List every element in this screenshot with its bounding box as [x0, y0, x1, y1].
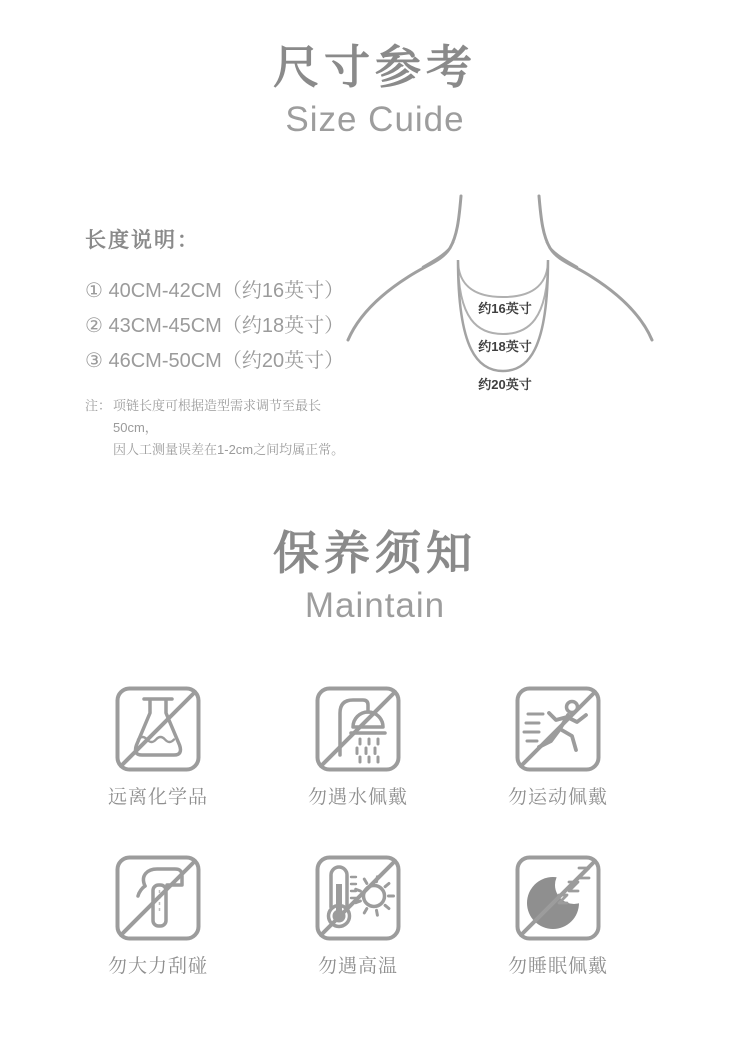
care-icons-grid — [58, 686, 658, 980]
neck-illustration — [338, 190, 668, 405]
necklace-16in-label: 约16英寸 — [478, 301, 532, 316]
length-item-3: ③ 46CM-50CM（约20英寸） — [85, 350, 345, 372]
care-item-heat — [258, 855, 458, 980]
size-guide-title-group — [0, 42, 750, 140]
note-line-2: 因人工测量误差在1-2cm之间均属正常。 — [113, 442, 345, 457]
no-heat-sun-icon — [315, 855, 401, 941]
length-description-block — [85, 224, 345, 461]
care-label: 勿睡眠佩戴 — [507, 956, 608, 977]
note-prefix: 注： — [85, 398, 112, 413]
necklace-20in-label: 约20英寸 — [478, 377, 532, 392]
size-guide-title-cn: 尺寸参考 — [273, 41, 477, 93]
neck-left-line — [348, 196, 461, 340]
no-knock-hammer-icon — [115, 855, 201, 941]
no-sleep-moon-icon — [515, 855, 601, 941]
care-item-chemicals — [58, 686, 258, 811]
note-text — [113, 395, 345, 461]
maintain-title-cn: 保养须知 — [273, 527, 477, 579]
length-heading: 长度说明： — [85, 229, 200, 252]
neck-left-inner-line — [422, 242, 454, 267]
care-label: 勿运动佩戴 — [507, 787, 608, 808]
maintain-title-group — [0, 528, 750, 626]
care-label: 勿遇高温 — [317, 956, 398, 977]
thermometer-fill — [336, 884, 342, 912]
length-note — [85, 395, 345, 461]
size-guide-title-en: Size Cuide — [285, 99, 465, 139]
care-item-water — [258, 686, 458, 811]
note-line-1: 项链长度可根据造型需求调节至最长50cm， — [113, 398, 322, 435]
necklace-18in-label: 约18英寸 — [478, 339, 532, 354]
no-sports-runner-icon — [515, 686, 601, 772]
length-item-1: ① 40CM-42CM（约16英寸） — [85, 280, 345, 302]
length-item-2: ② 43CM-45CM（约18英寸） — [85, 315, 345, 337]
care-item-scratch — [58, 855, 258, 980]
care-label: 勿大力刮碰 — [107, 956, 208, 977]
neck-illustration-svg — [338, 190, 668, 405]
care-label: 远离化学品 — [107, 787, 208, 808]
no-chemicals-flask-icon — [115, 686, 201, 772]
no-water-shower-icon — [315, 686, 401, 772]
care-label: 勿遇水佩戴 — [307, 787, 408, 808]
care-item-sleep — [458, 855, 658, 980]
care-item-sports — [458, 686, 658, 811]
necklace-16in-curve — [458, 260, 548, 297]
maintain-title-en: Maintain — [304, 585, 446, 625]
neck-right-inner-line — [546, 242, 578, 267]
neck-right-line — [539, 196, 652, 340]
